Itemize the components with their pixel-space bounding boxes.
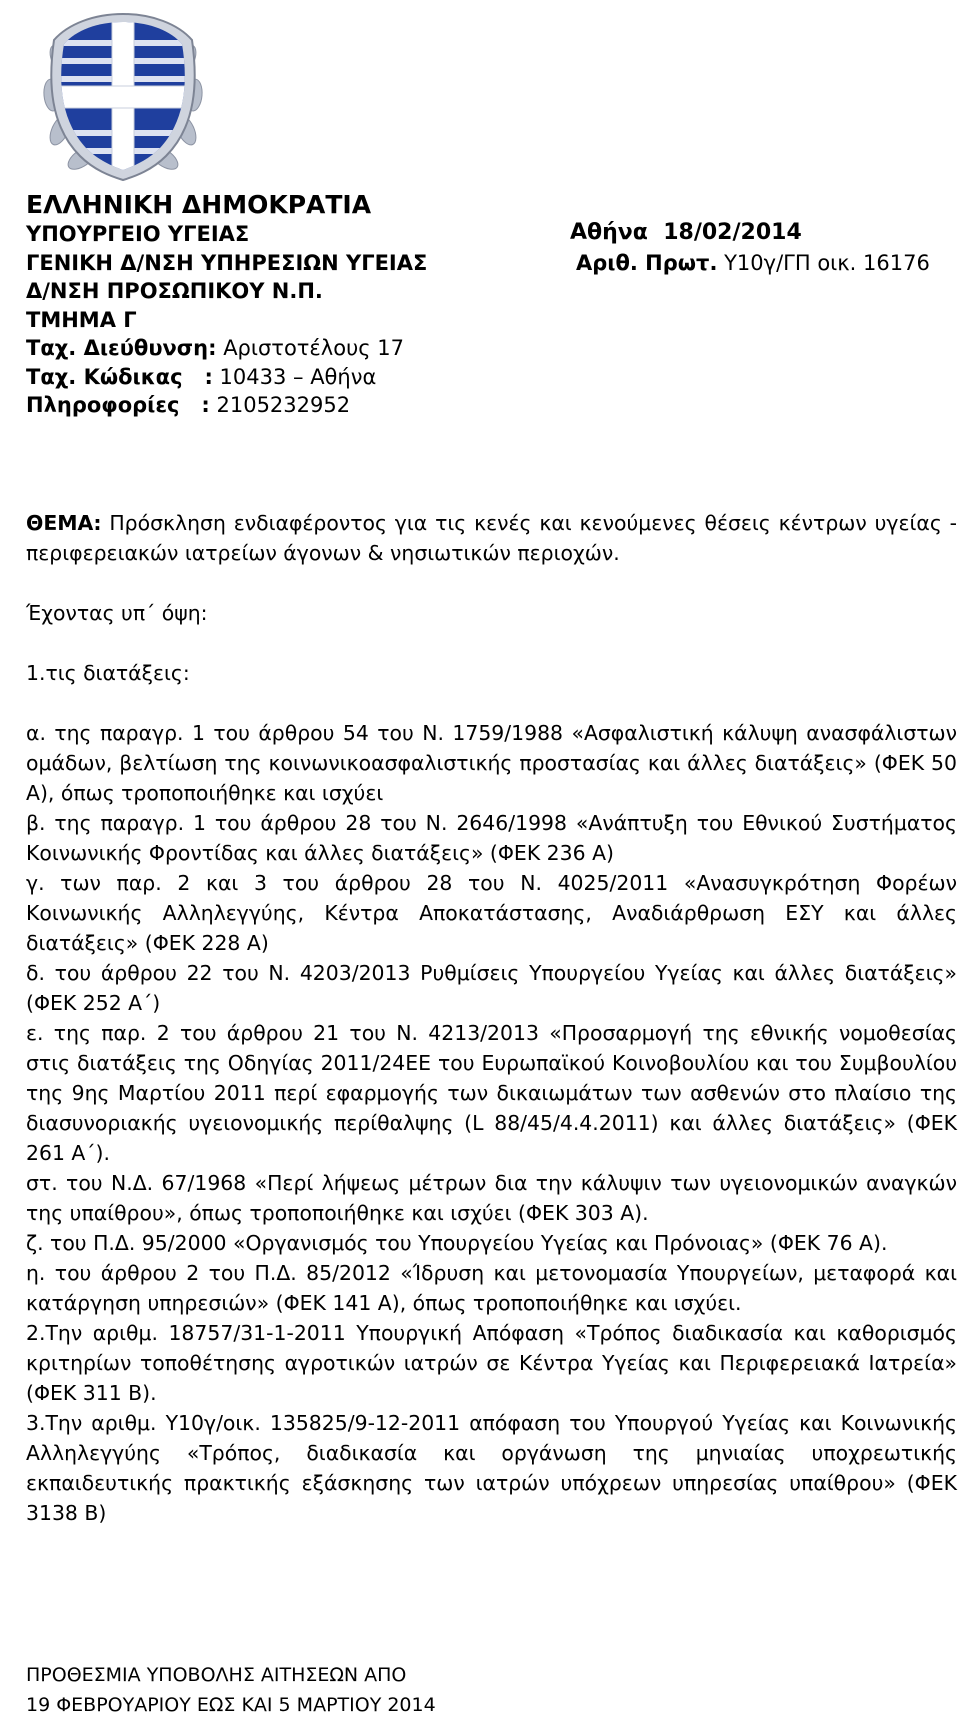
greek-coat-of-arms-emblem <box>30 0 216 182</box>
document-body <box>26 508 957 1528</box>
provision-item: α. της παραγρ. 1 του άρθρου 54 του Ν. 1759/1988 «Ασφαλιστική κάλυψη ανασφάλιστων ομάδων, βελτίωση της κοινωνικοασφαλιστικής προστασίας και άλλες διατάξεις» (ΦΕΚ 50 Α), όπως τροποποιήθηκε και ισχύει <box>26 721 957 805</box>
subject-label: ΘΕΜΑ: <box>26 511 102 535</box>
provision-item: δ. του άρθρου 22 του Ν. 4203/2013 Ρυθμίσεις Υπουργείου Υγείας και άλλες διατάξεις» (ΦΕΚ 252 Α΄) <box>26 961 957 1015</box>
directorate: Δ/ΝΣΗ ΠΡΟΣΩΠΙΚΟΥ Ν.Π. <box>26 279 323 303</box>
intro-line: Έχοντας υπ΄ όψη: <box>26 601 208 625</box>
postal-code-label: Ταχ. Κώδικας : <box>26 364 213 389</box>
general-directorate: ΓΕΝΙΚΗ Δ/ΝΣΗ ΥΠΗΡΕΣΙΩΝ ΥΓΕΙΑΣ <box>26 250 428 275</box>
address-line <box>26 334 546 363</box>
deadline-line-2: 19 ΦΕΒΡΟΥΑΡΙΟΥ ΕΩΣ ΚΑΙ 5 ΜΑΡΤΙΟΥ 2014 <box>26 1694 436 1716</box>
provision-item: β. της παραγρ. 1 του άρθρου 28 του Ν. 2646/1998 «Ανάπτυξη του Εθνικού Συστήματος Κοινωνικής Φροντίδας και άλλες διατάξεις» (ΦΕΚ 236 Α) <box>26 811 957 865</box>
sender-header <box>26 190 546 420</box>
submission-deadline <box>26 1660 726 1720</box>
subject-paragraph <box>26 508 957 568</box>
protocol-value: Υ10γ/ΓΠ οικ. 16176 <box>717 251 930 275</box>
postal-code-line <box>26 363 546 392</box>
protocol-label: Αριθ. Πρωτ. <box>576 251 718 275</box>
department: ΤΜΗΜΑ Γ <box>26 307 137 332</box>
provision-item: ε. της παρ. 2 του άρθρου 21 του Ν. 4213/2013 «Προσαρμογή της εθνικής νομοθεσίας στις διατάξεις της Οδηγίας 2011/24ΕΕ του Ευρωπαϊκού Κοινοβουλίου και του Συμβουλίου της 9ης Μαρτίου 2011 περί εφαρμογής των δικαιωμάτων των ασθενών στο πλαίσιο της διασυνοριακής υγειονομικής περίθαλψης (L 88/45/4.4.2011) και άλλες διατάξεις» (ΦΕΚ 261 Α΄). <box>26 1021 957 1165</box>
provision-item: γ. των παρ. 2 και 3 του άρθρου 28 του Ν. 4025/2011 «Ανασυγκρότηση Φορέων Κοινωνικής Αλληλεγγύης, Κέντρα Αποκατάστασης, Αναδιάρθρωση ΕΣΥ και άλλες διατάξεις» (ΦΕΚ 228 Α) <box>26 871 957 955</box>
postal-code-value: 10433 – Αθήνα <box>212 364 377 389</box>
deadline-line-1: ΠΡΟΘΕΣΜΙΑ ΥΠΟΒΟΛΗΣ ΑΙΤΗΣΕΩΝ ΑΠΟ <box>26 1664 407 1686</box>
subject-text: Πρόσκληση ενδιαφέροντος για τις κενές και κενούμενες θέσεις κέντρων υγείας - περιφερειακών ιατρείων άγονων & νησιωτικών περιοχών. <box>26 511 957 565</box>
section-2-paragraph: 2.Την αριθμ. 18757/31-1-2011 Υπουργική Απόφαση «Τρόπος διαδικασία και καθορισμός κριτηρίων τοποθέτησης αγροτικών ιατρών σε Κέντρα Υγείας και Περιφερειακά Ιατρεία» (ΦΕΚ 311 Β). <box>26 1321 957 1405</box>
ministry-name: ΥΠΟΥΡΓΕΙΟ ΥΓΕΙΑΣ <box>26 222 250 246</box>
protocol-number <box>570 248 950 278</box>
section-1-title: 1.τις διατάξεις: <box>26 661 190 685</box>
document-date: Αθήνα 18/02/2014 <box>570 220 802 245</box>
country-name: ΕΛΛΗΝΙΚΗ ΔΗΜΟΚΡΑΤΙΑ <box>26 190 372 219</box>
info-phone-value: 2105232952 <box>209 393 351 417</box>
section-3-paragraph: 3.Την αριθμ. Υ10γ/οικ. 135825/9-12-2011 απόφαση του Υπουργού Υγείας και Κοινωνικής Αλληλεγγύης «Τρόπος, διαδικασία και οργάνωση της μηνιαίας υποχρεωτικής εκπαιδευτικής πρακτικής εξάσκησης των ιατρών υπόχρεων υπηρεσίας υπαίθρου» (ΦΕΚ 3138 Β) <box>26 1411 957 1525</box>
provision-item: η. του άρθρου 2 του Π.Δ. 85/2012 «Ίδρυση και μετονομασία Υπουργείων, μεταφορά και κατάργηση υπηρεσιών» (ΦΕΚ 141 Α), όπως τροποποιήθηκε και ισχύει. <box>26 1261 957 1315</box>
address-label: Ταχ. Διεύθυνση: <box>26 336 217 360</box>
address-value: Αριστοτέλους 17 <box>216 336 404 360</box>
provision-item: ζ. του Π.Δ. 95/2000 «Οργανισμός του Υπουργείου Υγείας και Πρόνοιας» (ΦΕΚ 76 Α). <box>26 1231 888 1255</box>
provision-item: στ. του Ν.Δ. 67/1968 «Περί λήψεως μέτρων δια την κάλυψιν των υγειονομικών αναγκών της υπαίθρου», όπως τροποποιήθηκε και ισχύει (ΦΕΚ 303 Α). <box>26 1171 957 1225</box>
document-reference <box>570 218 950 278</box>
info-phone-line <box>26 391 546 420</box>
info-label: Πληροφορίες : <box>26 393 210 417</box>
